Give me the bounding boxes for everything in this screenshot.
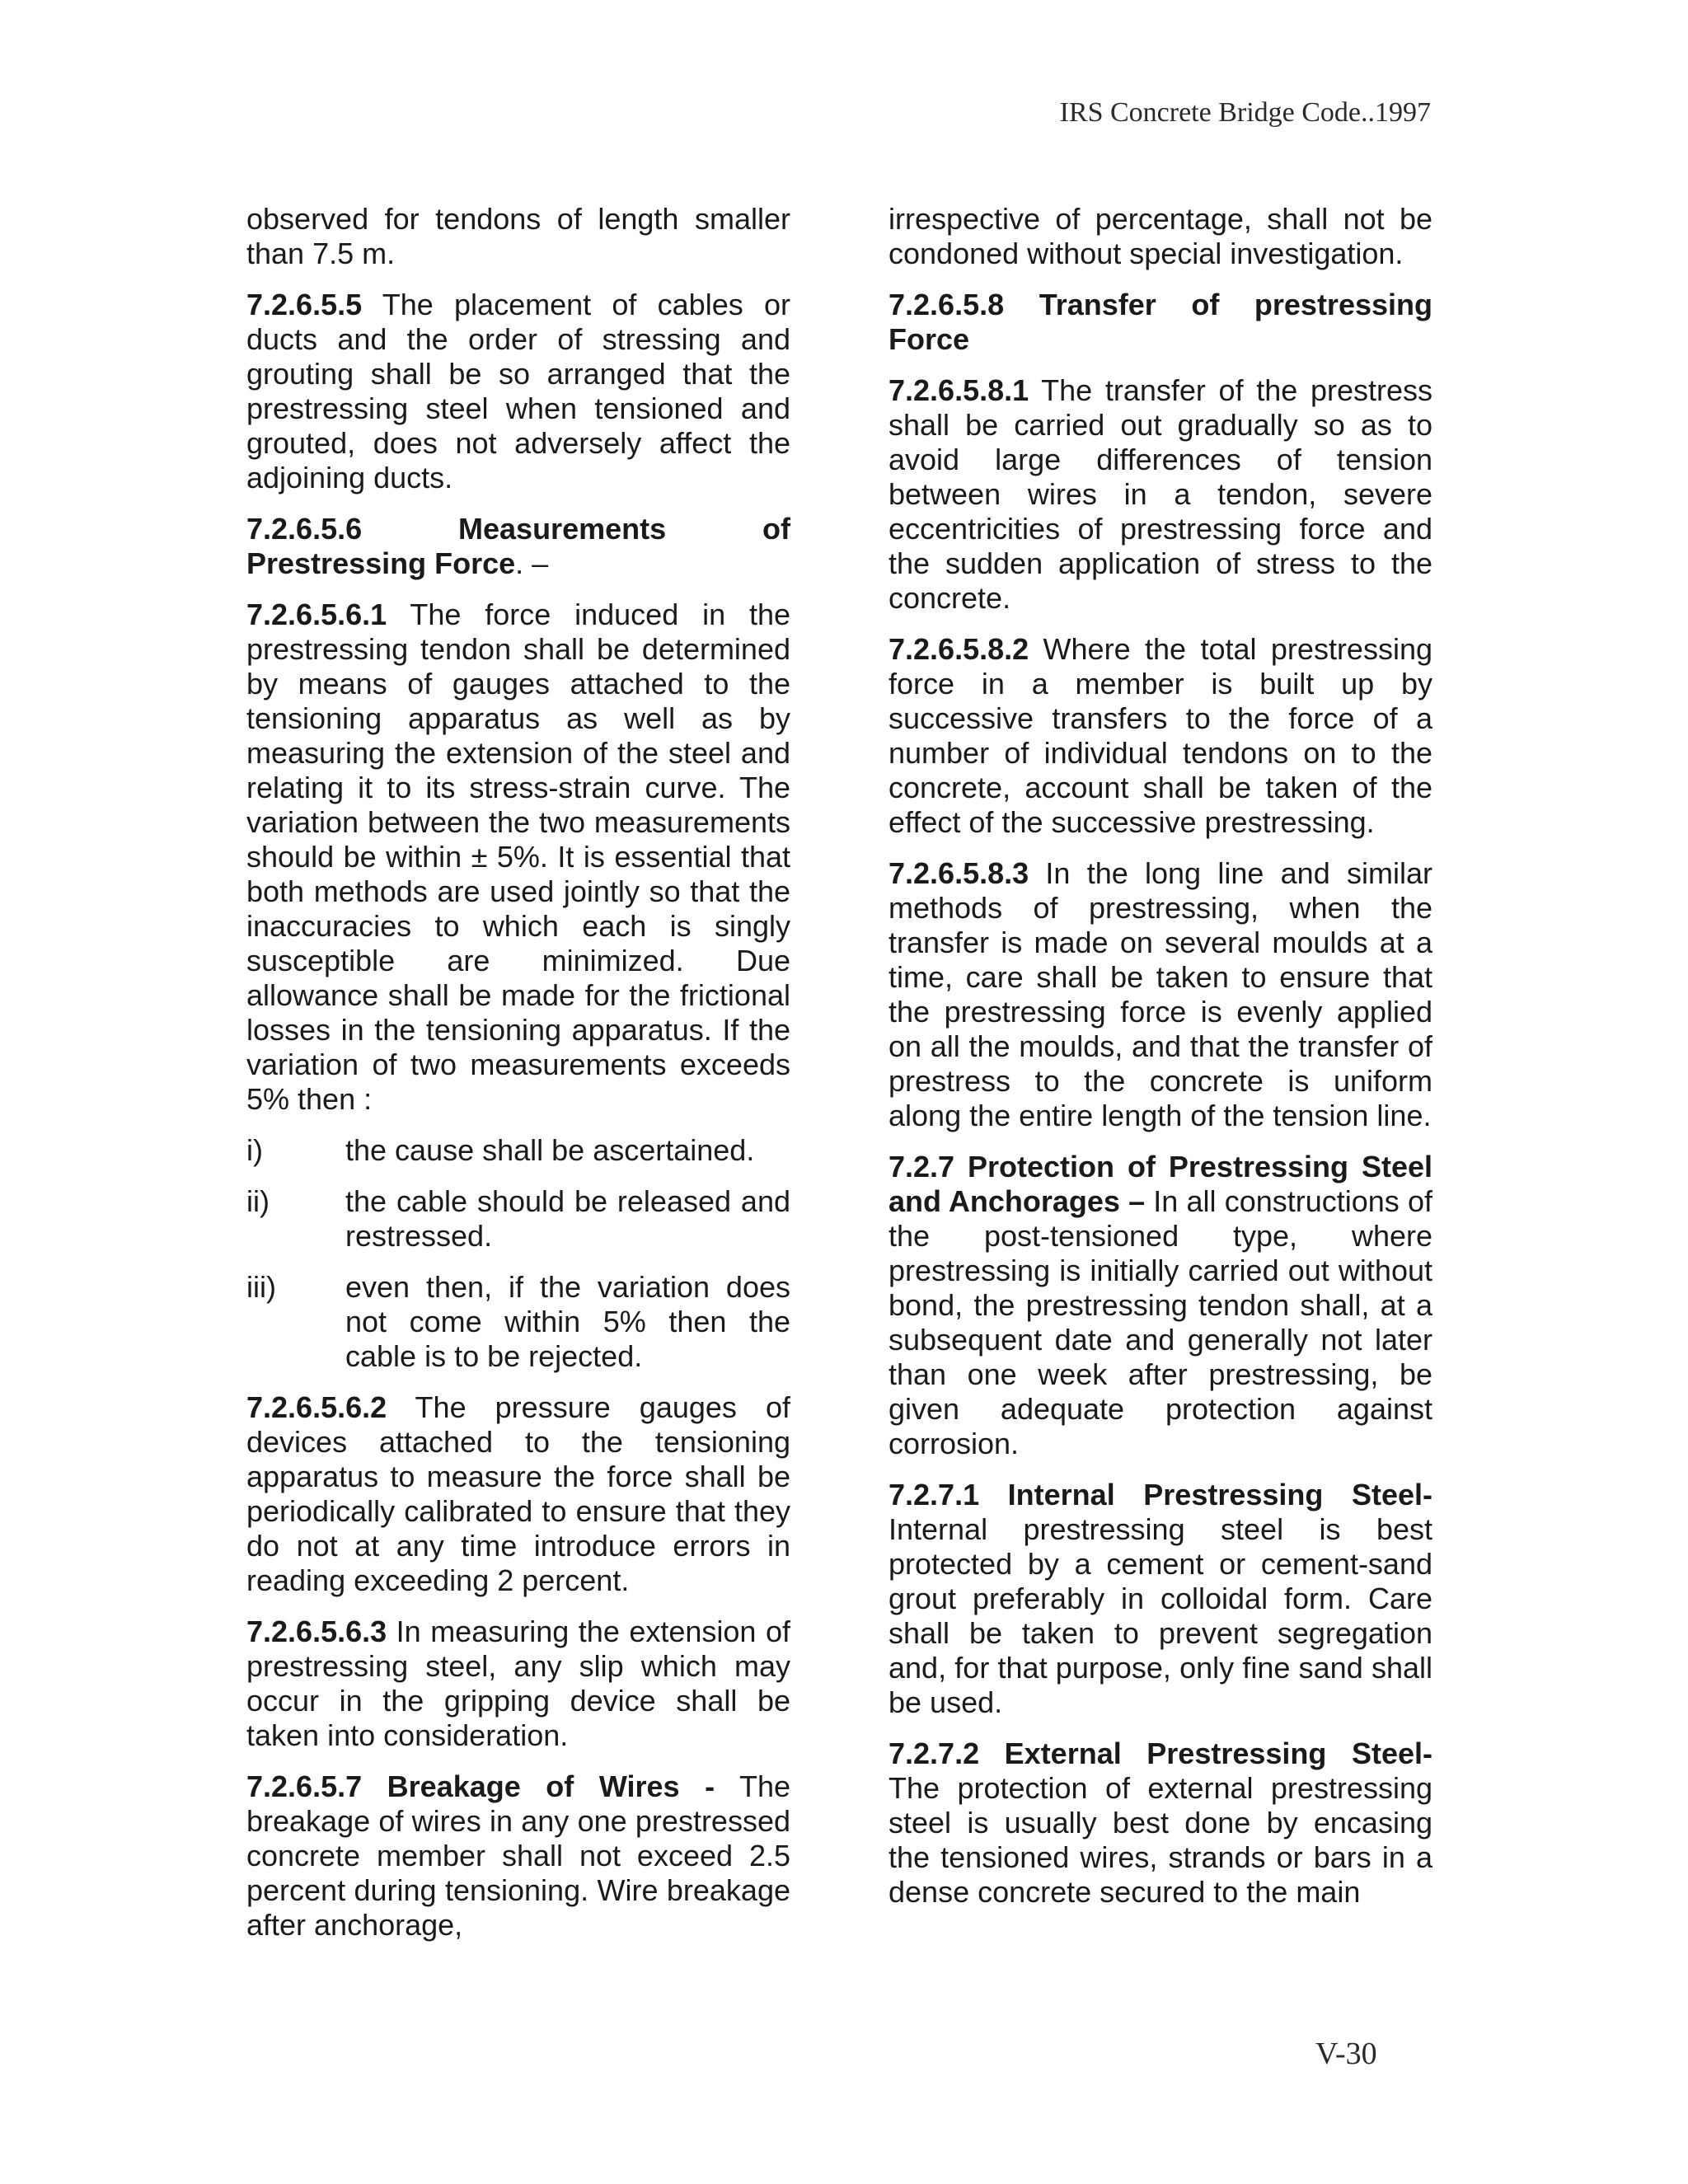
clause-7-2-6-5-5 [246,288,790,495]
clause-text: In measuring the extension of prestressing steel, any slip which may occur in the gripping device shall be taken into consideration. [246,1615,790,1752]
running-header: IRS Concrete Bridge Code..1997 [1059,97,1431,128]
clause-7-2-7 [889,1150,1432,1461]
clause-number: 7.2.6.5.8.2 [889,632,1029,666]
clause-number: 7.2.6.5.5 [246,288,363,321]
page-number: V-30 [1315,2036,1377,2071]
clause-text: The transfer of the prestress shall be carried out gradually so as to avoid large differences of tension between wires in a tendon, severe eccentricities of prestressing force and the sudden application of stress to the concrete. [889,373,1432,615]
paragraph-continued [889,202,1432,271]
clause-number: 7.2.6.5.8.3 [889,856,1029,890]
left-column [246,202,790,1959]
clause-heading: 7.2.7.1 Internal Prestressing Steel- [889,1478,1432,1511]
clause-text: The breakage of wires in any one prestressed concrete member shall not exceed 2.5 percent during tensioning. Wire breakage after anchorage, [246,1769,790,1942]
list-item [246,1270,790,1374]
paragraph-continued [246,202,790,271]
clause-text: Where the total prestressing force in a member is built up by successive transfers to the force of a number of individual tendons on to the concrete, account shall be taken of the effect of the successive prestressing. [889,632,1432,839]
list-marker: ii) [246,1184,270,1218]
clause-heading-tail: . – [515,546,549,580]
clause-number: 7.2.6.5.6.3 [246,1615,387,1648]
clause-7-2-7-2 [889,1736,1432,1910]
clause-7-2-6-5-6 [246,512,790,581]
clause-heading: 7.2.6.5.7 Breakage of Wires - [246,1769,715,1803]
clause-number: 7.2.6.5.6.2 [246,1390,387,1424]
clause-number: 7.2.6.5.8.1 [889,373,1029,407]
clause-text: The pressure gauges of devices attached to the tensioning apparatus to measure the force shall be periodically calibrated to ensure that they do not at any time introduce errors in reading exceeding 2 percent. [246,1390,790,1597]
list-text: the cable should be released and restressed. [345,1184,790,1253]
clause-heading: 7.2.7.2 External Prestressing Steel- [889,1736,1432,1770]
paragraph-text: observed for tendons of length smaller than 7.5 m. [246,202,790,270]
clause-text: The protection of external prestressing steel is usually best done by encasing the tensioned wires, strands or bars in a dense concrete secured to the main [889,1771,1432,1909]
clause-7-2-6-5-8 [889,288,1432,357]
clause-7-2-7-1 [889,1478,1432,1720]
clause-heading: 7.2.6.5.8 Transfer of prestressing Force [889,288,1432,356]
clause-heading: 7.2.7 Protection of Prestressing Steel and Anchorages – [889,1150,1432,1218]
clause-7-2-6-5-8-1 [889,373,1432,616]
clause-text: In all constructions of the post-tensioned type, where prestressing is initially carried out without bond, the prestressing tendon shall, at a subsequent date and generally not later than one week after prestressing, be given adequate protection against corrosion. [889,1184,1432,1460]
clause-7-2-6-5-6-2 [246,1390,790,1598]
list-marker: iii) [246,1270,276,1304]
clause-number: 7.2.6.5.6.1 [246,598,387,631]
list-text: even then, if the variation does not come within 5% then the cable is to be rejected. [345,1270,790,1373]
clause-heading: 7.2.6.5.6 Measurements of Prestressing Force [246,512,790,580]
clause-text: In the long line and similar methods of prestressing, when the transfer is made on several moulds at a time, care shall be taken to ensure that the prestressing force is evenly applied on all the moulds, and that the transfer of prestress to the concrete is uniform along the entire length of the tension line. [889,856,1432,1132]
clause-7-2-6-5-6-3 [246,1615,790,1753]
clause-7-2-6-5-8-2 [889,632,1432,840]
clause-text: The placement of cables or ducts and the order of stressing and grouting shall be so arranged that the prestressing steel when tensioned and grouted, does not adversely affect the adjoining ducts. [246,288,790,494]
clause-7-2-6-5-6-1 [246,598,790,1117]
clause-text: Internal prestressing steel is best protected by a cement or cement-sand grout preferably in colloidal form. Care shall be taken to prevent segregation and, for that purpose, only fine sand shall be used. [889,1512,1432,1719]
clause-7-2-6-5-7 [246,1769,790,1943]
list-item [246,1133,790,1168]
paragraph-text: irrespective of percentage, shall not be condoned without special investigation. [889,202,1432,270]
list-text: the cause shall be ascertained. [345,1133,755,1167]
clause-text: The force induced in the prestressing tendon shall be determined by means of gauges attached to the tensioning apparatus as well as by measuring the extension of the steel and relating it to its stress-strain curve. The variation between the two measurements should be within ± 5%. It is essential that both methods are used jointly so that the inaccuracies to which each is singly susceptible are minimized. Due allowance shall be made for the frictional losses in the tensioning apparatus. If the variation of two measurements exceeds 5% then : [246,598,790,1116]
clause-7-2-6-5-8-3 [889,856,1432,1133]
right-column [889,202,1432,1926]
list-marker: i) [246,1133,263,1167]
list-item [246,1184,790,1254]
